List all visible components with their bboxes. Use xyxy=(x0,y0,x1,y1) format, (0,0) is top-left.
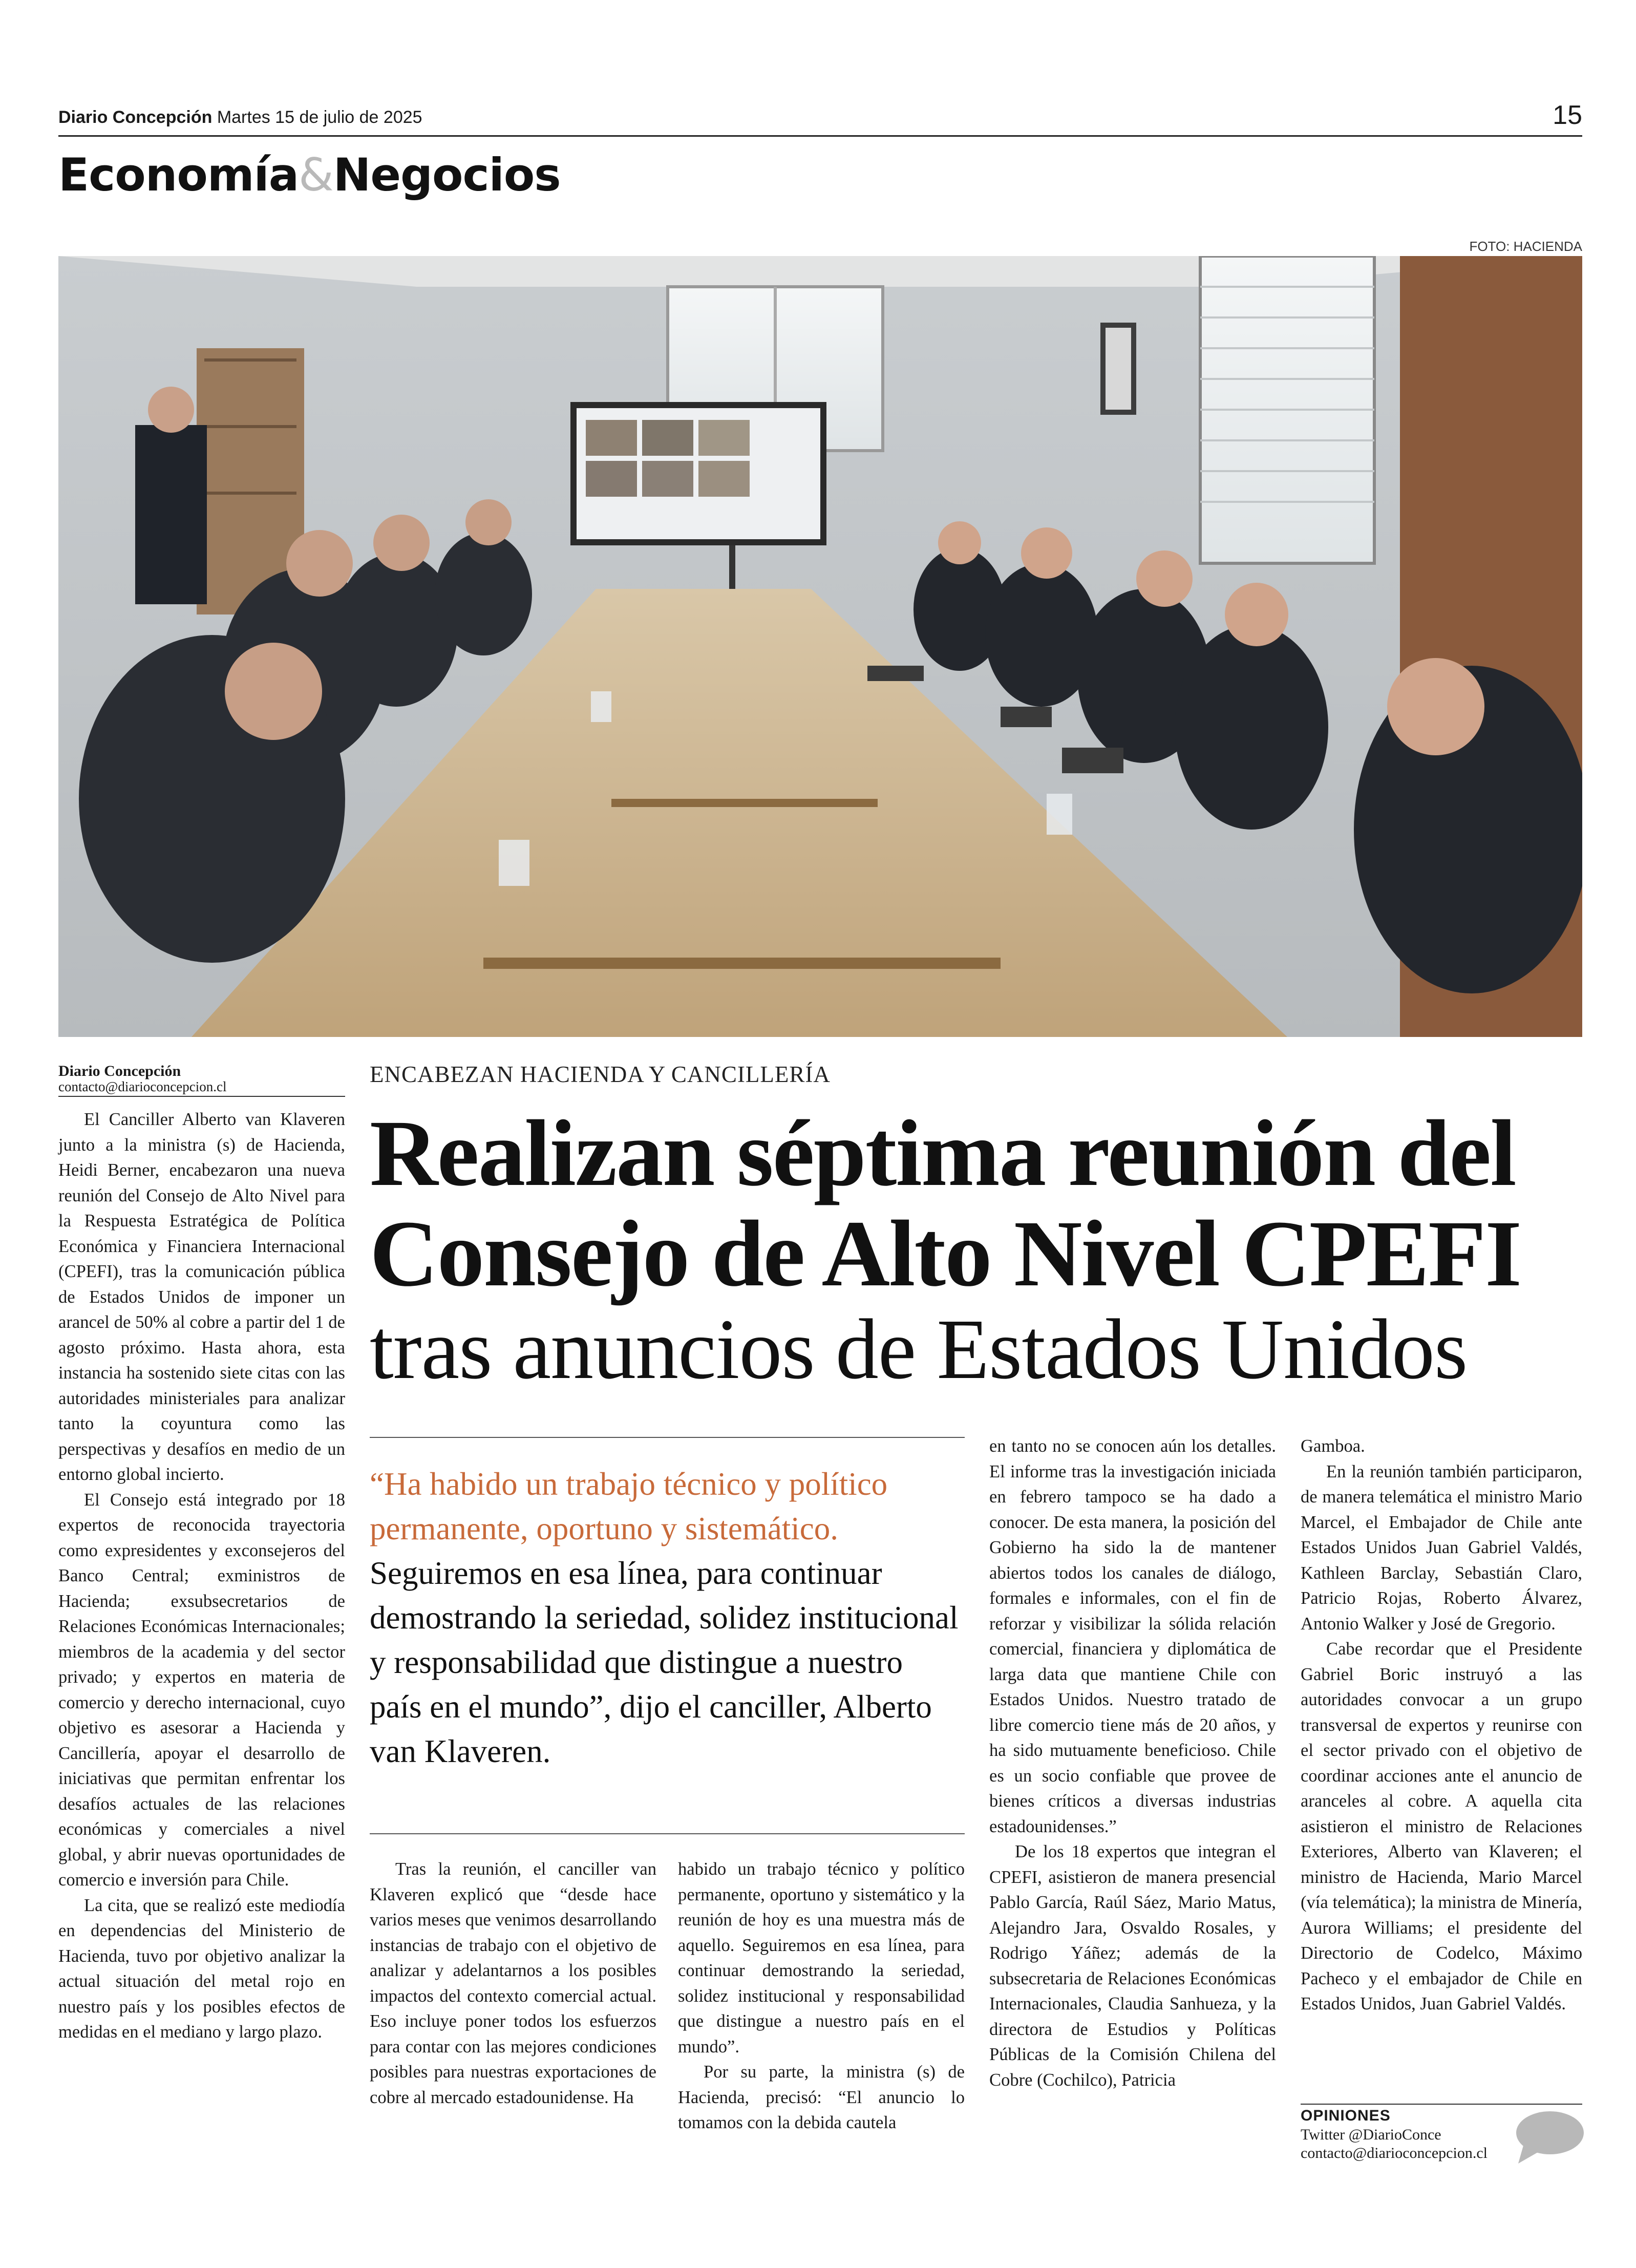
quote-bottom-rule xyxy=(370,1833,965,1834)
article-column-left xyxy=(58,1107,345,2045)
opinion-box-title: OPINIONES xyxy=(1301,2107,1391,2124)
byline-rule xyxy=(58,1096,345,1097)
page-number: 15 xyxy=(1553,100,1582,130)
article-column-c xyxy=(989,1434,1276,2093)
paragraph: La cita, que se realizó este mediodía en dependencias del Ministerio de Hacienda, tuvo por objetivo analizar la actual situación del metal rojo en nuestro país y los posibles efectos de medidas en el mediano y largo plazo. xyxy=(58,1895,345,2042)
paragraph: Por su parte, la ministra (s) de Hacienda, precisó: “El anuncio lo tomamos con la debida cautela xyxy=(678,2062,965,2132)
paragraph: en tanto no se conocen aún los detalles. El informe tras la investigación iniciada en febrero tampoco se ha dado a conocer. De esta manera, la posición del Gobierno ha sido la de mantener abiertos todos los canales de diálogo, formales e informales, con el fin de reforzar y visibilizar la sólida relación comercial, financiera y diplomática de larga data que mantiene Chile con Estados Unidos. Nuestro tratado de libre comercio tiene más de 20 años, y ha sido mutuamente beneficioso. Chile es un socio confiable que provee de bienes críticos a diversas industrias estadounidenses.” xyxy=(989,1436,1276,1836)
paragraph: habido un trabajo técnico y político permanente, oportuno y sistemático y la reunión de hoy es una muestra más de aquello. Seguiremos en esa línea, para continuar demostrando la seriedad, solidez institucional y responsabilidad que distingue a nuestro país en el mundo”. xyxy=(678,1859,965,2057)
section-ampersand: & xyxy=(299,149,333,201)
section-part1: Economía xyxy=(58,149,299,201)
headline-line-1: Realizan séptima reunión del xyxy=(370,1101,1516,1206)
headline xyxy=(370,1101,1582,1306)
speech-bubble-icon xyxy=(1513,2110,1585,2166)
article-column-b2 xyxy=(678,1857,965,2136)
paragraph: De los 18 expertos que integran el CPEFI, asistieron de manera presencial Pablo García, Raúl Sáez, Mario Matus, Alejandro Jara, Osvaldo Rosales, y Rodrigo Yáñez; además de la subsecretaria de Relaciones Económicas Internacionales, Claudia Sanhueza, y la directora de Estudios y Políticas Públicas de la Comisión Chilena del Cobre (Cochilco), Patricia xyxy=(989,1842,1276,2090)
opinion-box-rule xyxy=(1301,2104,1582,2105)
article-column-b1 xyxy=(370,1857,656,2110)
headline-subline: tras anuncios de Estados Unidos xyxy=(370,1302,1468,1397)
byline-name: Diario Concepción xyxy=(58,1063,181,1079)
kicker: ENCABEZAN HACIENDA Y CANCILLERÍA xyxy=(370,1062,831,1087)
headline-line-2: Consejo de Alto Nivel CPEFI xyxy=(370,1201,1521,1306)
article-column-d xyxy=(1301,1434,1582,2017)
paragraph: El Canciller Alberto van Klaveren junto a la ministra (s) de Hacienda, Heidi Berner, encabezaron una nueva reunión del Consejo de Alto Nivel para la Respuesta Estratégica de Política Económica y Financiera Internacional (CPEFI), tras la comunicación pública de Estados Unidos de imponer un arancel de 50% al cobre a partir del 1 de agosto próximo. Hasta ahora, esta instancia ha sostenido siete citas con las autoridades ministeriales para analizar tanto la coyuntura como las perspectivas y desafíos en medio de un entorno global incierto. xyxy=(58,1110,345,1484)
paragraph: Gamboa. xyxy=(1301,1436,1365,1456)
paragraph: Cabe recordar que el Presidente Gabriel Boric instruyó a las autoridades convocar a un grupo transversal de expertos y reunirse con el sector privado con el objetivo de coordinar acciones ante el anuncio de aranceles al cobre. A aquella cita asistieron el ministro de Relaciones Exteriores, Alberto van Klaveren; el ministro de Hacienda, Mario Marcel (vía telemática); la ministra de Minería, Aurora Williams; el presidente del Directorio de Codelco, Máximo Pacheco y el embajador de Chile en Estados Unidos, Juan Gabriel Valdés. xyxy=(1301,1639,1582,2013)
paragraph: El Consejo está integrado por 18 expertos de reconocida trayectoria como expresidentes y exconsejeros del Banco Central; exministros de Hacienda; exsubsecretarios de Relaciones Económicas Internacionales; miembros de la academia y del sector privado; y expertos en materia de comercio y derecho internacional, cuyo objetivo es asesorar a Hacienda y Cancillería, apoyar el desarrollo de iniciativas que permitan enfrentar los desafíos actuales de las relaciones económicas y comerciales a nivel global, y abrir nuevas oportunidades de comercio e inversión para Chile. xyxy=(58,1490,345,1890)
pull-quote-rest: Seguiremos en esa línea, para continuar demostrando la seriedad, solidez institucional y responsabilidad que distingue a nuestro país en el mundo”, dijo el canciller, Alberto van Klaveren. xyxy=(370,1555,959,1769)
masthead-line xyxy=(58,108,422,128)
header-rule xyxy=(58,135,1582,137)
opinion-box-email: contacto@diarioconcepcion.cl xyxy=(1301,2145,1488,2161)
section-title xyxy=(58,149,561,201)
section-part2: Negocios xyxy=(333,149,561,201)
newspaper-name: Diario Concepción xyxy=(58,108,213,127)
byline-email: contacto@diarioconcepcion.cl xyxy=(58,1079,227,1094)
meeting-photo xyxy=(58,256,1582,1037)
quote-top-rule xyxy=(370,1437,965,1438)
opinion-box-twitter: Twitter @DiarioConce xyxy=(1301,2126,1441,2143)
photo-credit: FOTO: HACIENDA xyxy=(1469,239,1582,254)
paragraph: Tras la reunión, el canciller van Klaveren explicó que “desde hace varios meses que venimos desarrollando instancias de trabajo con el objetivo de analizar y adelantarnos a los posibles impactos del contexto comercial actual. Eso incluye poner todos los esfuerzos para contar con las mejores condiciones posibles para nuestras exportaciones de cobre al mercado estadounidense. Ha xyxy=(370,1859,656,2107)
issue-date: Martes 15 de julio de 2025 xyxy=(217,108,422,127)
pull-quote-highlight: “Ha habido un trabajo técnico y político permanente, oportuno y sistemático. xyxy=(370,1466,888,1546)
paragraph: En la reunión también participaron, de manera telemática el ministro Mario Marcel, el Embajador de Chile ante Estados Unidos Juan Gabriel Valdés, Kathleen Barclay, Sebastián Claro, Patricio Rojas, Roberto Álvarez, Antonio Walker y José de Gregorio. xyxy=(1301,1461,1582,1634)
pull-quote xyxy=(370,1462,959,1774)
